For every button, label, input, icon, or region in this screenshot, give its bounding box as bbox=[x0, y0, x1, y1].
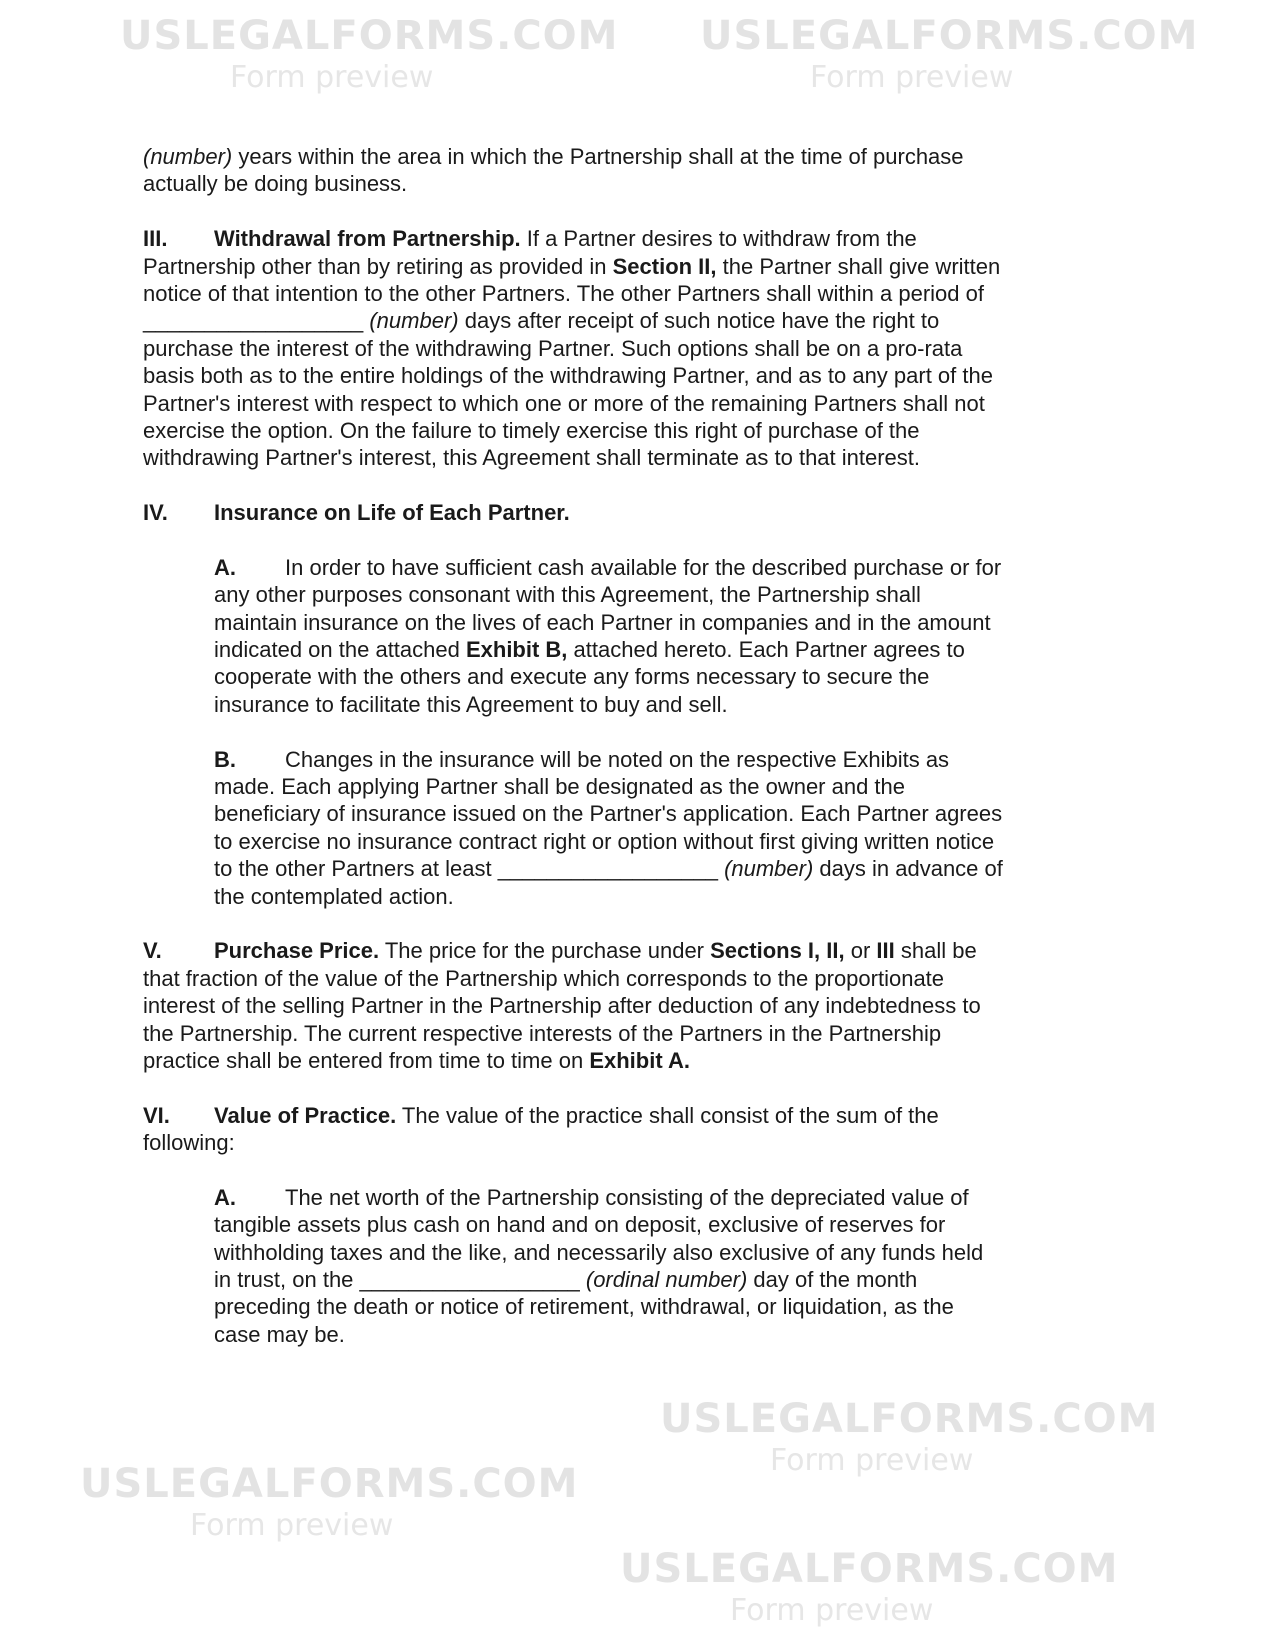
paragraph bbox=[143, 143, 1143, 198]
text-line bbox=[214, 1239, 1143, 1266]
text-line bbox=[143, 225, 1143, 252]
text-line bbox=[214, 636, 1143, 663]
italic-placeholder: (number) bbox=[143, 144, 233, 169]
section-v bbox=[143, 937, 1143, 1074]
text-line bbox=[214, 1211, 1143, 1238]
bold-text: Exhibit B, bbox=[465, 637, 568, 663]
section-iv bbox=[143, 499, 1143, 526]
text-line bbox=[143, 937, 1143, 964]
document-body bbox=[143, 143, 1143, 1376]
text: maintain insurance on the lives of each Partner in companies and in the amount bbox=[214, 609, 991, 635]
text-line bbox=[214, 691, 1143, 718]
text-line bbox=[143, 499, 1143, 526]
text-line bbox=[143, 280, 1143, 307]
text-line bbox=[214, 554, 1143, 581]
text-line bbox=[143, 253, 1143, 280]
text: the Partner shall give written bbox=[716, 253, 1001, 279]
text: beneficiary of insurance issued on the Partner's application. Each Partner agrees bbox=[214, 801, 1003, 827]
section-label: IV. bbox=[143, 500, 168, 526]
text: days after receipt of such notice have the right to bbox=[458, 308, 940, 334]
watermark bbox=[620, 1545, 1118, 1629]
italic-placeholder: (number) bbox=[724, 856, 814, 882]
text-line bbox=[214, 1293, 1143, 1320]
watermark-sub: Form preview bbox=[810, 60, 1014, 95]
watermark-sub: Form preview bbox=[730, 1593, 934, 1628]
text-line bbox=[143, 362, 1143, 389]
bold-text: Withdrawal from Partnership. bbox=[214, 226, 521, 252]
text: the contemplated action. bbox=[214, 883, 454, 909]
section-a bbox=[214, 554, 1143, 718]
text-line bbox=[143, 390, 1143, 417]
text: insurance to facilitate this Agreement to buy and sell. bbox=[214, 691, 728, 717]
watermark-sub: Form preview bbox=[230, 60, 434, 95]
bold-text: III bbox=[876, 938, 895, 964]
watermark bbox=[660, 1395, 1158, 1479]
italic-placeholder: (number) bbox=[369, 308, 459, 334]
text-line bbox=[143, 1102, 1143, 1129]
text-line bbox=[143, 1129, 1143, 1156]
watermark-sub: Form preview bbox=[770, 1443, 974, 1478]
watermark-brand: USLEGALFORMS.COM bbox=[120, 13, 619, 59]
bold-text: Section II, bbox=[612, 253, 717, 279]
bold-text: Purchase Price. bbox=[214, 938, 380, 964]
text: any other purposes consonant with this Agreement, the Partnership shall bbox=[214, 582, 921, 608]
text-line bbox=[214, 800, 1143, 827]
watermark-sub: Form preview bbox=[190, 1508, 394, 1543]
text: cooperate with the others and execute any forms necessary to secure the bbox=[214, 664, 930, 690]
text: The price for the purchase under bbox=[379, 938, 711, 964]
watermark-brand: USLEGALFORMS.COM bbox=[660, 1396, 1159, 1442]
bold-text: Value of Practice. bbox=[214, 1102, 397, 1128]
watermark bbox=[700, 12, 1198, 96]
text-line bbox=[214, 828, 1143, 855]
section-a bbox=[214, 1184, 1143, 1348]
watermark-brand: USLEGALFORMS.COM bbox=[620, 1546, 1119, 1592]
bold-text: Exhibit A. bbox=[589, 1047, 690, 1073]
text: purchase the interest of the withdrawing Partner. Such options shall be on a pro-rata bbox=[143, 335, 963, 361]
text: indicated on the attached bbox=[214, 637, 466, 663]
text: to the other Partners at least __________________ bbox=[214, 856, 725, 882]
text: basis both as to the entire holdings of the withdrawing Partner, and as to any part of the bbox=[143, 363, 993, 389]
watermark-brand: USLEGALFORMS.COM bbox=[80, 1461, 579, 1507]
text: If a Partner desires to withdraw from the bbox=[520, 226, 917, 252]
italic-placeholder: (ordinal number) bbox=[585, 1267, 748, 1293]
text: years within the area in which the Partnership shall at the time of purchase bbox=[232, 144, 964, 169]
text-line bbox=[214, 1184, 1143, 1211]
text-line bbox=[143, 307, 1143, 334]
text: Partnership other than by retiring as provided in bbox=[143, 253, 613, 279]
watermark bbox=[120, 12, 618, 96]
bold-text: Insurance on Life of Each Partner. bbox=[214, 500, 570, 526]
text-line bbox=[143, 1047, 1143, 1074]
text: withdrawing Partner's interest, this Agreement shall terminate as to that interest. bbox=[143, 445, 921, 471]
watermark-brand: USLEGALFORMS.COM bbox=[700, 13, 1199, 59]
text-line bbox=[214, 773, 1143, 800]
section-iii bbox=[143, 225, 1143, 472]
text: notice of that intention to the other Partners. The other Partners shall within a period of bbox=[143, 280, 984, 306]
text-line bbox=[214, 581, 1143, 608]
text: the Partnership. The current respective interests of the Partners in the Partnership bbox=[143, 1020, 942, 1046]
text-line bbox=[214, 1266, 1143, 1293]
text: shall be bbox=[894, 938, 977, 964]
text: day of the month bbox=[747, 1267, 918, 1293]
section-label: B. bbox=[214, 746, 236, 772]
text-line bbox=[143, 444, 1143, 471]
section-label: III. bbox=[143, 226, 168, 252]
text: that fraction of the value of the Partnership which corresponds to the proportionate bbox=[143, 965, 945, 991]
section-label: VI. bbox=[143, 1102, 170, 1128]
section-label: A. bbox=[214, 554, 236, 580]
text-line bbox=[214, 1321, 1143, 1348]
text: preceding the death or notice of retirement, withdrawal, or liquidation, as the bbox=[214, 1294, 954, 1320]
text: Partner's interest with respect to which one or more of the remaining Partners shall not bbox=[143, 390, 985, 416]
section-label: V. bbox=[143, 938, 162, 964]
text-line bbox=[214, 746, 1143, 773]
text: exercise the option. On the failure to timely exercise this right of purchase of the bbox=[143, 417, 920, 443]
text-line bbox=[143, 992, 1143, 1019]
bold-text: Sections I, II, bbox=[710, 938, 845, 964]
section-vi bbox=[143, 1102, 1143, 1157]
text: The value of the practice shall consist of the sum of the bbox=[396, 1102, 939, 1128]
text: withholding taxes and the like, and necessarily also exclusive of any funds held bbox=[214, 1239, 984, 1265]
text-line bbox=[143, 170, 1143, 197]
text: case may be. bbox=[214, 1321, 345, 1347]
text: attached hereto. Each Partner agrees to bbox=[567, 637, 965, 663]
text-line bbox=[214, 855, 1143, 882]
text: interest of the selling Partner in the Partnership after deduction of any indebtedness to bbox=[143, 993, 981, 1019]
text: practice shall be entered from time to time on bbox=[143, 1047, 590, 1073]
text: following: bbox=[143, 1130, 235, 1156]
text: made. Each applying Partner shall be designated as the owner and the bbox=[214, 773, 906, 799]
text: In order to have sufficient cash available for the described purchase or for bbox=[285, 554, 1002, 580]
text-line bbox=[143, 335, 1143, 362]
text-line bbox=[143, 1020, 1143, 1047]
text: in trust, on the __________________ bbox=[214, 1267, 586, 1293]
text-line bbox=[143, 965, 1143, 992]
section-b bbox=[214, 746, 1143, 910]
text: or bbox=[844, 938, 877, 964]
text-line bbox=[143, 417, 1143, 444]
text-line bbox=[143, 143, 1143, 170]
text: tangible assets plus cash on hand and on deposit, exclusive of reserves for bbox=[214, 1212, 946, 1238]
text: actually be doing business. bbox=[143, 171, 408, 197]
text: days in advance of bbox=[813, 856, 1003, 882]
text: Changes in the insurance will be noted on the respective Exhibits as bbox=[285, 746, 950, 772]
text-line bbox=[214, 663, 1143, 690]
text-line bbox=[214, 609, 1143, 636]
section-label: A. bbox=[214, 1184, 236, 1210]
text: to exercise no insurance contract right or option without first giving written notice bbox=[214, 828, 995, 854]
watermark bbox=[80, 1460, 578, 1544]
text: The net worth of the Partnership consisting of the depreciated value of bbox=[285, 1184, 969, 1210]
text: __________________ bbox=[143, 308, 370, 334]
text-line bbox=[214, 883, 1143, 910]
